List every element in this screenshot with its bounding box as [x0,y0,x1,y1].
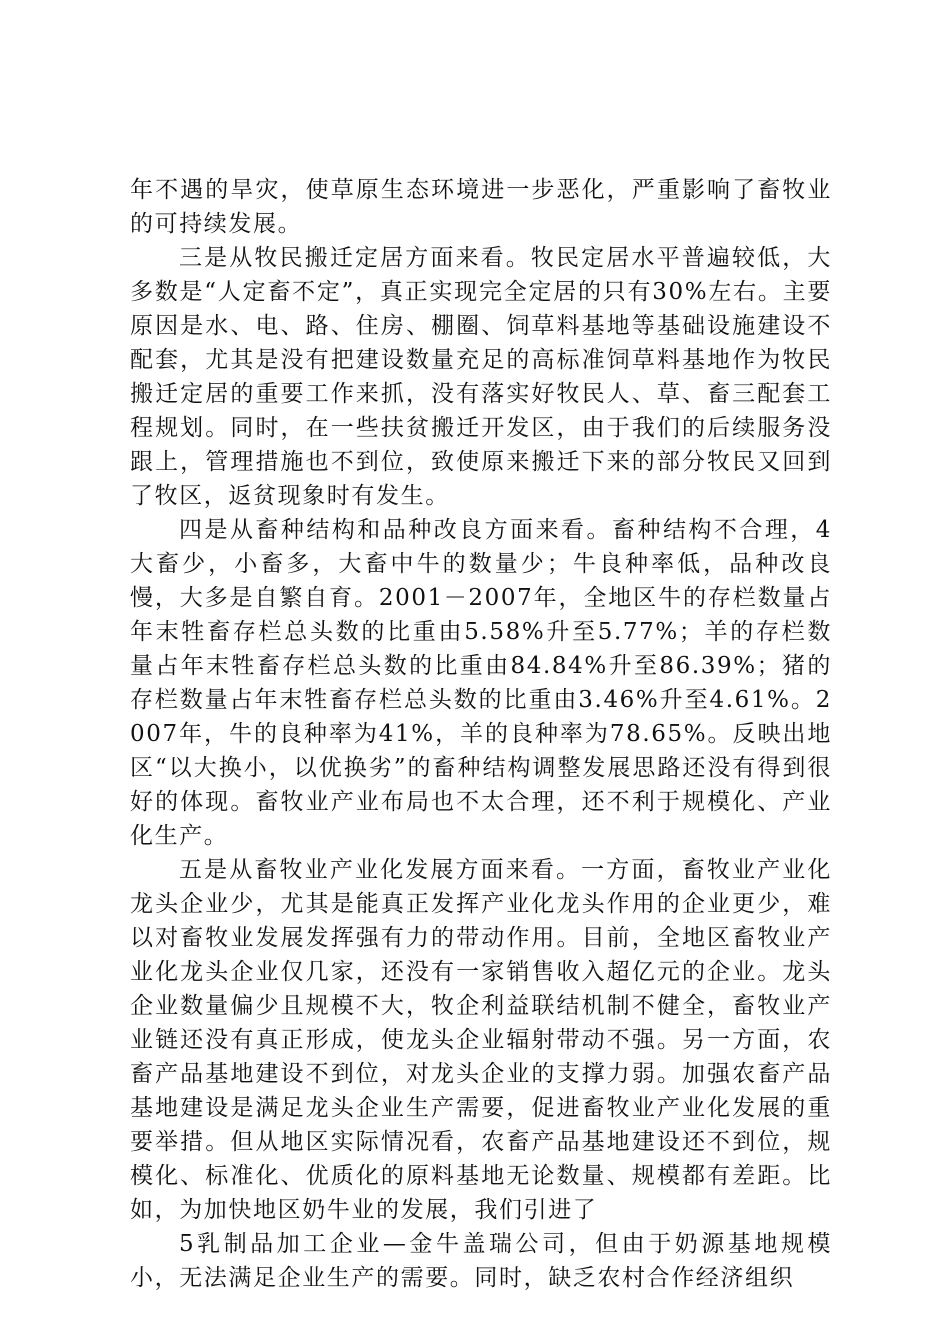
paragraph-drought-continuation: 年不遇的旱灾，使草原生态环境进一步恶化，严重影响了畜牧业的可持续发展。 [130,177,832,237]
body-text [130,173,832,1295]
paragraph-industrialization: 五是从畜牧业产业化发展方面来看。一方面，畜牧业产业化龙头企业少，尤其是能真正发挥产业化龙头作用的企业更少，难以对畜牧业发展发挥强有力的带动作用。目前，全地区畜牧业产业化龙头企业仅几家，还没有一家销售收入超亿元的企业。龙头企业数量偏少且规模不大，牧企利益联结机制不健全，畜牧业产业链还没有真正形成，使龙头企业辐射带动不强。另一方面，农畜产品基地建设不到位，对龙头企业的支撑力弱。加强农畜产品基地建设是满足龙头企业生产需要，促进畜牧业产业化发展的重要举措。但从地区实际情况看，农畜产品基地建设还不到位，规模化、标准化、优质化的原料基地无论数量、规模都有差距。比如，为加快地区奶牛业的发展，我们引进了 [130,857,832,1223]
paragraph-livestock-structure: 四是从畜种结构和品种改良方面来看。畜种结构不合理，4大畜少，小畜多，大畜中牛的数量少；牛良种率低，品种改良慢，大多是自繁自育。2001－2007年，全地区牛的存栏数量占年末牲畜存栏总头数的比重由5.58%升至5.77%；羊的存栏数量占年末牲畜存栏总头数的比重由84.84%升至86.39%；猪的存栏数量占年末牲畜存栏总头数的比重由3.46%升至4.61%。2007年，牛的良种率为41%，羊的良种率为78.65%。反映出地区“以大换小，以优换劣”的畜种结构调整发展思路还没有得到很好的体现。畜牧业产业布局也不太合理，还不利于规模化、产业化生产。 [130,517,832,849]
paragraph-herder-resettlement: 三是从牧民搬迁定居方面来看。牧民定居水平普遍较低，大多数是“人定畜不定”，真正实现完全定居的只有30%左右。主要原因是水、电、路、住房、棚圈、饲草料基地等基础设施建设不配套，尤其是没有把建设数量充足的高标准饲草料基地作为牧民搬迁定居的重要工作来抓，没有落实好牧民人、草、畜三配套工程规划。同时，在一些扶贫搬迁开发区，由于我们的后续服务没跟上，管理措施也不到位，致使原来搬迁下来的部分牧民又回到了牧区，返贫现象时有发生。 [130,245,832,509]
paragraph-dairy-enterprise: 5乳制品加工企业—金牛盖瑞公司，但由于奶源基地规模小，无法满足企业生产的需要。同时，缺乏农村合作经济组织 [130,1231,832,1291]
